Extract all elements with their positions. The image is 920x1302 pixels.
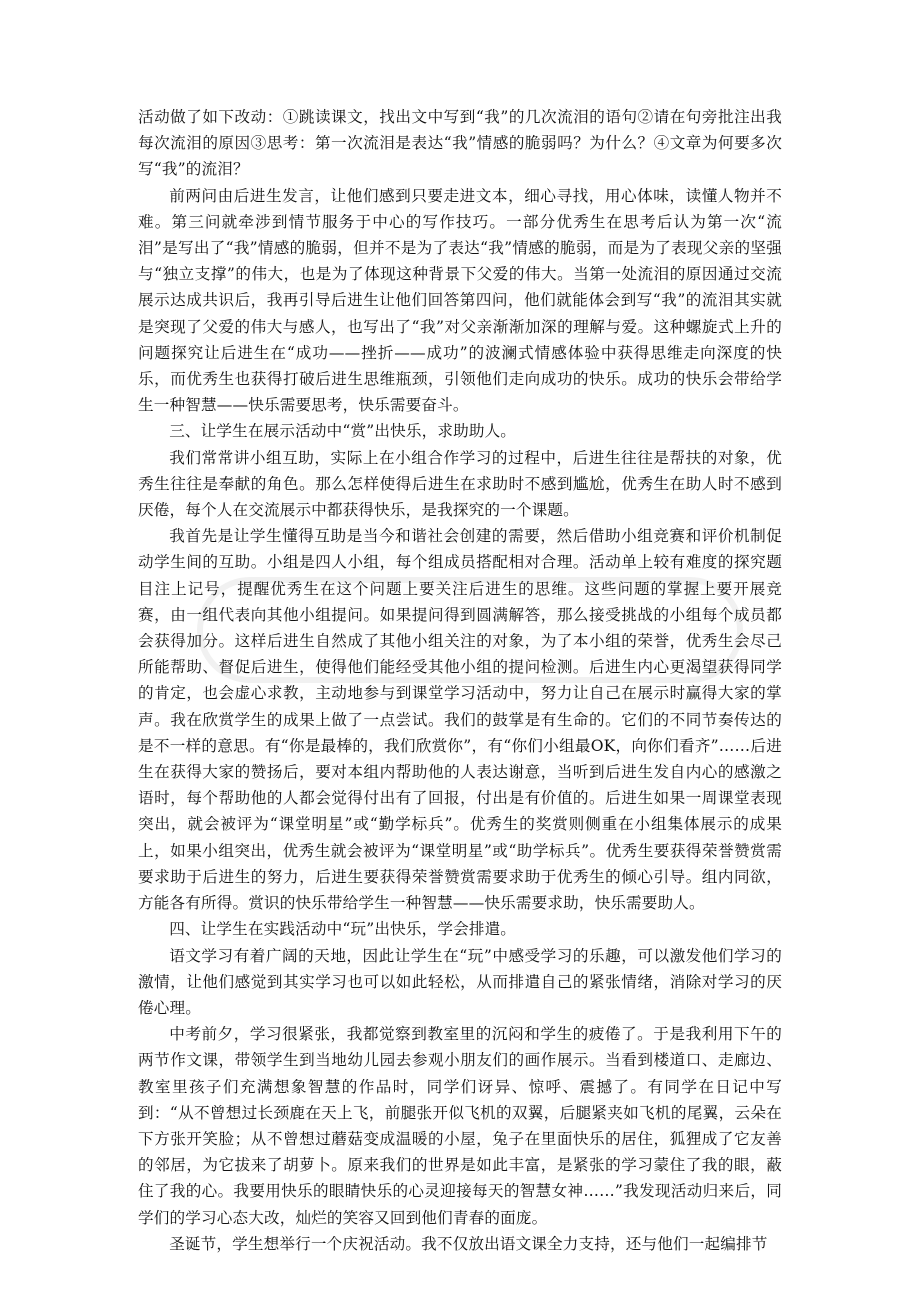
- paragraph-question-discussion: 前两问由后进生发言，让他们感到只要走进文本，细心寻找，用心体味，读懂人物并不难。第三问就牵涉到情节服务于中心的写作技巧。一部分优秀生在思考后认为第一次“流泪”是写出了“我”情感的脆弱，但并不是为了表达“我”情感的脆弱，而是为了表现父亲的坚强与“独立支撑”的伟大，也是为了体现这种背景下父爱的伟大。当第一处流泪的原因通过交流展示达成共识后，我再引导后进生让他们回答第四问，他们就能体会到写“我”的流泪其实就是突现了父爱的伟大与感人，也写出了“我”对父亲渐渐加深的理解与爱。这种螺旋式上升的问题探究让后进生在“成功——挫折——成功”的波澜式情感体验中获得思维走向深度的快乐，而优秀生也获得打破后进生思维瓶颈，引领他们走向成功的快乐。成功的快乐会带给学生一种智慧——快乐需要思考，快乐需要奋斗。: [138, 186, 782, 415]
- section-heading-four: 四、让学生在实践活动中“玩”出快乐，学会排遣。: [169, 920, 517, 939]
- paragraph-group-help: 我们常常讲小组互助，实际上在小组合作学习的过程中，后进生往往是帮扶的对象，优秀生往往是奉献的角色。那么怎样使得后进生在求助时不感到尴尬，优秀生在助人时不感到厌倦，每个人在交流展示中都获得快乐，是我探究的一个课题。: [138, 448, 782, 520]
- paragraph-play-learning: 语文学习有着广阔的天地，因此让学生在“玩”中感受学习的乐趣，可以激发他们学习的激情，让他们感觉到其实学习也可以如此轻松，从而排遣自己的紧张情绪，消除对学习的厌倦心理。: [138, 946, 782, 1017]
- paragraph-continued-activity: 活动做了如下改动：①跳读课文，找出文中写到“我”的几次流泪的语句②请在句旁批注出我每次流泪的原因③思考：第一次流泪是表达“我”情感的脆弱吗？为什么？④文章为何要多次写“我”的流泪？: [138, 108, 782, 179]
- paragraph-kindergarten-visit: 中考前夕，学习很紧张，我都觉察到教室里的沉闷和学生的疲倦了。于是我利用下午的两节作文课，带领学生到当地幼儿园去参观小朋友们的画作展示。当看到楼道口、走廊边、教室里孩子们充满想象智慧的作品时，同学们讶异、惊呼、震撼了。有同学在日记中写到：“从不曾想过长颈鹿在天上飞，前腿张开似飞机的双翼，后腿紧夹如飞机的尾翼，云朵在下方张开笑脸；从不曾想过蘑菇变成温暖的小屋，兔子在里面快乐的居住，狐狸成了它友善的邻居，为它拔来了胡萝卜。原来我们的世界是如此丰富，是紧张的学习蒙住了我的眼，蔽住了我的心。我要用快乐的眼睛快乐的心灵迎接每天的智慧女神……”我发现活动归来后，同学们的学习心态大改，灿烂的笑容又回到他们青春的面庞。: [138, 1025, 782, 1227]
- section-heading-three: 三、让学生在展示活动中“赏”出快乐，求助助人。: [169, 422, 517, 441]
- paragraph-mutual-help-method: 我首先是让学生懂得互助是当今和谐社会创建的需要，然后借助小组竞赛和评价机制促动学生间的互助。小组是四人小组，每个组成员搭配相对合理。活动单上较有难度的探究题目注上记号，提醒优秀生在这个问题上要关注后进生的思维。这些问题的掌握上要开展竞赛，由一组代表向其他小组提问。如果提问得到圆满解答，那么接受挑战的小组每个成员都会获得加分。这样后进生自然成了其他小组关注的对象，为了本小组的荣誉，优秀生会尽己所能帮助、督促后进生，使得他们能经受其他小组的提问检测。后进生内心更渴望获得同学的肯定，也会虚心求教，主动地参与到课堂学习活动中，努力让自己在展示时赢得大家的掌声。我在欣赏学生的成果上做了一点尝试。我们的鼓掌是有生命的。它们的不同节奏传达的是不一样的意思。有“你是最棒的，我们欣赏你”，有“你们小组最OK，向你们看齐”……后进生在获得大家的赞扬后，要对本组内帮助他的人表达谢意，当听到后进生发自内心的感激之语时，每个帮助他的人都会觉得付出有了回报，付出是有价值的。后进生如果一周课堂表现突出，就会被评为“课堂明星”或“勤学标兵”。优秀生的奖赏则侧重在小组集体展示的成果上，如果小组突出，优秀生就会被评为“课堂明星”或“助学标兵”。优秀生要获得荣誉赞赏需要求助于后进生的努力，后进生要获得荣誉赞赏需要求助于优秀生的倾心引导。组内同欲，方能各有所得。赏识的快乐带给学生一种智慧——快乐需要求助，快乐需要助人。: [138, 527, 782, 913]
- document-body: [138, 104, 782, 1257]
- paragraph-christmas: 圣诞节，学生想举行一个庆祝活动。我不仅放出语文课全力支持，还与他们一起编排节: [169, 1234, 768, 1253]
